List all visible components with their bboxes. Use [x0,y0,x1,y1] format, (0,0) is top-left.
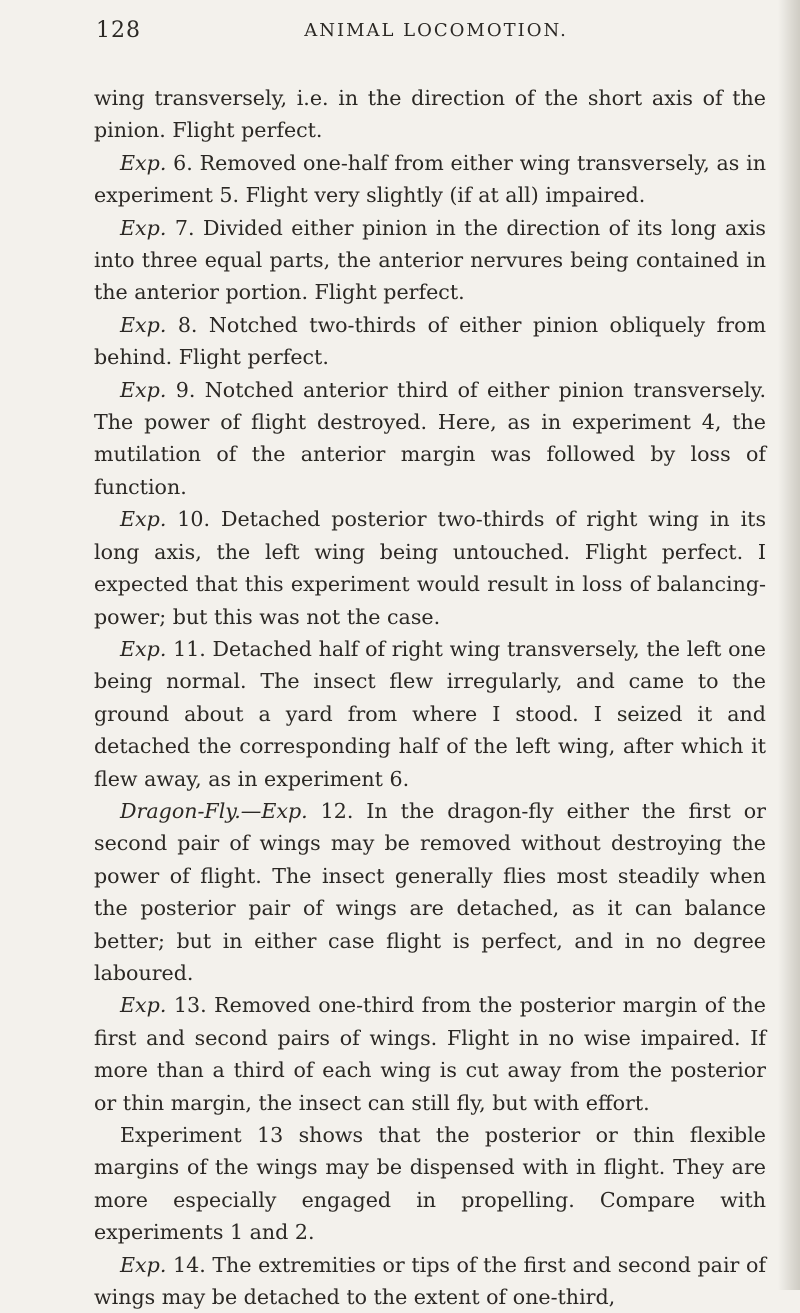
paragraph-text: wing transversely, i.e. in the direction of the short axis of the pinion. Flight perfect. [94,86,766,143]
paragraph-text: 10. Detached posterior two-thirds of right wing in its long axis, the left wing being untouched. Flight perfect. I expected that this experiment would result in loss of balancing-power; but this was not the case. [94,507,767,629]
paragraph-experiment-13-note [94,1119,766,1249]
paragraph-exp-14 [94,1249,766,1313]
exp-label: Exp. [120,993,167,1018]
exp-label: Exp. [120,150,167,175]
paragraph-exp-9 [94,374,766,504]
exp-label: Exp. [120,377,167,402]
paragraph-text: 14. The extremities or tips of the first and second pair of wings may be detached to the extent of one-third, [94,1252,766,1310]
exp-label: Exp. [120,312,167,337]
paragraph-exp-10 [94,503,766,633]
paragraph-exp-7 [94,212,766,309]
paragraph-text: 9. Notched anterior third of either pinion transversely. The power of flight destroyed. Here, as in experiment 4, the mutilation of the anterior margin was followed by loss of function. [94,377,766,499]
paragraph-text: Experiment 13 shows that the posterior or thin flexible margins of the wings may be dispensed with in flight. They are more especially engaged in propelling. Compare with experiments 1 and 2. [94,1123,766,1245]
paragraph-text: 6. Removed one-half from either wing transversely, as in experiment 5. Flight very slightly (if at all) impaired. [94,150,766,208]
page-edge-shadow [778,0,800,1290]
paragraph-text: 8. Notched two-thirds of either pinion obliquely from behind. Flight perfect. [94,312,766,370]
body-text [94,82,766,1313]
exp-label: Exp. [120,215,167,240]
paragraph-exp-11 [94,633,766,795]
exp-label: Exp. [120,507,167,532]
exp-label: Exp. [120,1252,167,1277]
page-header [96,14,776,54]
paragraph-text: 12. In the dragon-fly either the first or second pair of wings may be removed without destroying the power of flight. The insect generally flies most steadily when the posterior pair of wings are detached, as it can balance better; but in either case flight is perfect, and in no degree laboured. [94,798,767,985]
exp-label: Dragon-Fly.—Exp. [120,798,308,823]
paragraph-text: 11. Detached half of right wing transversely, the left one being normal. The insect flew irregularly, and came to the ground about a yard from where I stood. I seized it and detached the corresponding half of the left wing, after which it flew away, as in experiment 6. [94,636,766,791]
paragraph-dragon-fly-exp-12 [94,795,766,989]
paragraph-continuation [94,82,766,147]
paragraph-text: 7. Divided either pinion in the direction of its long axis into three equal parts, the anterior nervures being contained in the anterior portion. Flight perfect. [94,215,766,305]
paragraph-text: 13. Removed one-third from the posterior margin of the first and second pairs of wings. Flight in no wise impaired. If more than a third of each wing is cut away from the posterior or thin margin, the insect can still fly, but with effort. [94,993,766,1115]
paragraph-exp-8 [94,309,766,374]
page-number: 128 [96,18,141,43]
exp-label: Exp. [120,636,167,661]
running-head: ANIMAL LOCOMOTION. [304,20,568,41]
paragraph-exp-6 [94,147,766,212]
paragraph-exp-13 [94,989,766,1119]
